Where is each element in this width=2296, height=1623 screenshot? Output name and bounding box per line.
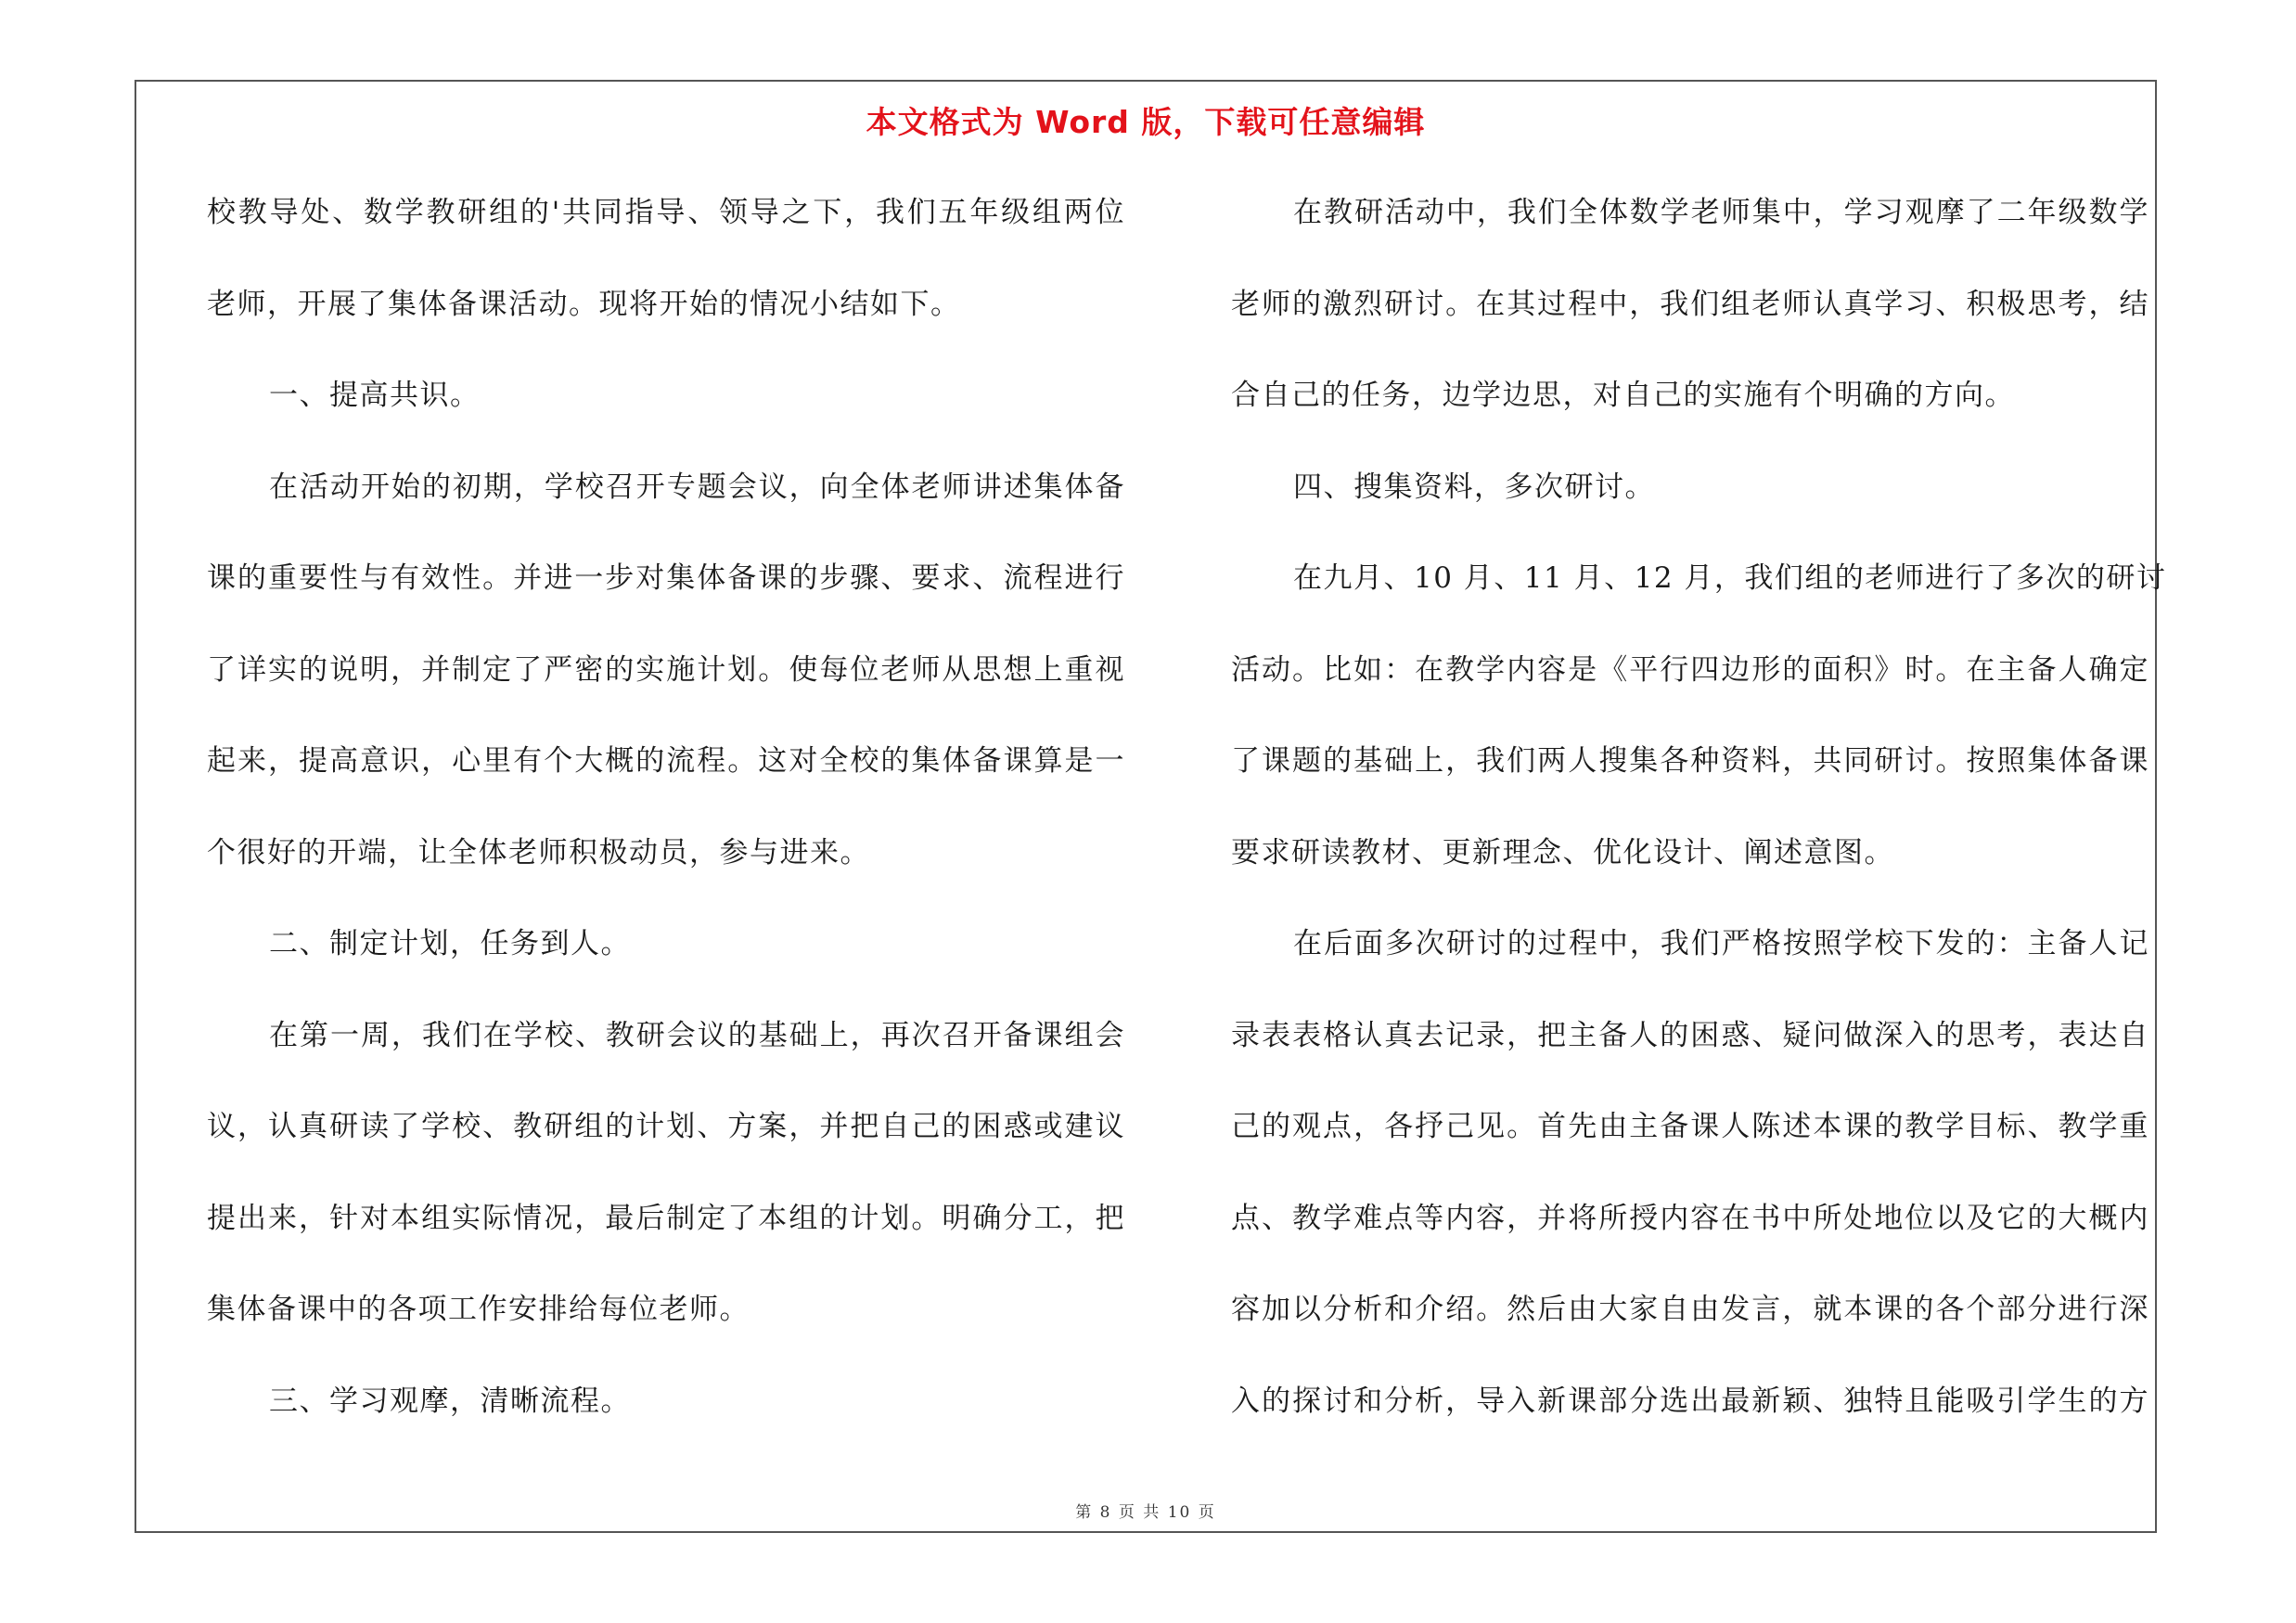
paragraph-line: 合自己的任务，边学边思，对自己的实施有个明确的方向。 <box>1231 379 2015 412</box>
paragraph-line: 起来，提高意识，心里有个大概的流程。这对全校的集体备课算是一 <box>207 744 1125 778</box>
paragraph-line: 活动。比如：在教学内容是《平行四边形的面积》时。在主备人确定 <box>1231 652 2149 687</box>
paragraph-line: 老师，开展了集体备课活动。现将开始的情况小结如下。 <box>207 287 961 321</box>
section-heading: 三、学习观摩，清晰流程。 <box>269 1384 631 1418</box>
format-banner: 本文格式为 Word 版，下载可任意编辑 <box>866 104 1426 140</box>
paragraph-line: 在第一周，我们在学校、教研会议的基础上，再次召开备课组会 <box>269 1018 1125 1052</box>
page-number-footer: 第 8 页 共 10 页 <box>1075 1503 1216 1522</box>
paragraph-line: 要求研读教材、更新理念、优化设计、阐述意图。 <box>1231 835 1894 869</box>
paragraph-line: 个很好的开端，让全体老师积极动员，参与进来。 <box>207 835 870 869</box>
paragraph-line: 在教研活动中，我们全体数学老师集中，学习观摩了二年级数学 <box>1293 196 2149 229</box>
section-heading: 二、制定计划，任务到人。 <box>269 927 631 960</box>
paragraph-line: 提出来，针对本组实际情况，最后制定了本组的计划。明确分工，把 <box>207 1201 1125 1235</box>
paragraph-line: 在活动开始的初期，学校召开专题会议，向全体老师讲述集体备 <box>269 470 1125 504</box>
page-frame <box>135 80 2167 1533</box>
section-heading: 四、搜集资料，多次研讨。 <box>1293 470 1655 504</box>
section-heading: 一、提高共识。 <box>269 379 481 412</box>
paragraph-line: 集体备课中的各项工作安排给每位老师。 <box>207 1293 750 1326</box>
paragraph-line: 老师的激烈研讨。在其过程中，我们组老师认真学习、积极思考，结 <box>1231 287 2149 321</box>
paragraph-line: 点、教学难点等内容，并将所授内容在书中所处地位以及它的大概内 <box>1231 1201 2149 1235</box>
paragraph-line: 校教导处、数学教研组的'共同指导、领导之下，我们五年级组两位 <box>207 196 1125 229</box>
paragraph-line: 己的观点，各抒己见。首先由主备课人陈述本课的教学目标、教学重 <box>1231 1110 2149 1143</box>
paragraph-line: 了详实的说明，并制定了严密的实施计划。使每位老师从思想上重视 <box>207 652 1125 687</box>
paragraph-line: 在后面多次研讨的过程中，我们严格按照学校下发的：主备人记 <box>1293 927 2149 960</box>
paragraph-line: 录表表格认真去记录，把主备人的困惑、疑问做深入的思考，表达自 <box>1231 1018 2149 1052</box>
right-column <box>1231 182 2167 1462</box>
paragraph-line: 入的探讨和分析，导入新课部分选出最新颖、独特且能吸引学生的方 <box>1231 1384 2149 1418</box>
paragraph-line: 在九月、10 月、11 月、12 月，我们组的老师进行了多次的研讨 <box>1293 561 2167 595</box>
left-column <box>207 182 1125 1462</box>
paragraph-line: 课的重要性与有效性。并进一步对集体备课的步骤、要求、流程进行 <box>207 561 1125 595</box>
paragraph-line: 了课题的基础上，我们两人搜集各种资料，共同研讨。按照集体备课 <box>1231 744 2149 778</box>
paragraph-line: 议，认真研读了学校、教研组的计划、方案，并把自己的困惑或建议 <box>207 1110 1125 1143</box>
paragraph-line: 容加以分析和介绍。然后由大家自由发言，就本课的各个部分进行深 <box>1231 1293 2149 1326</box>
